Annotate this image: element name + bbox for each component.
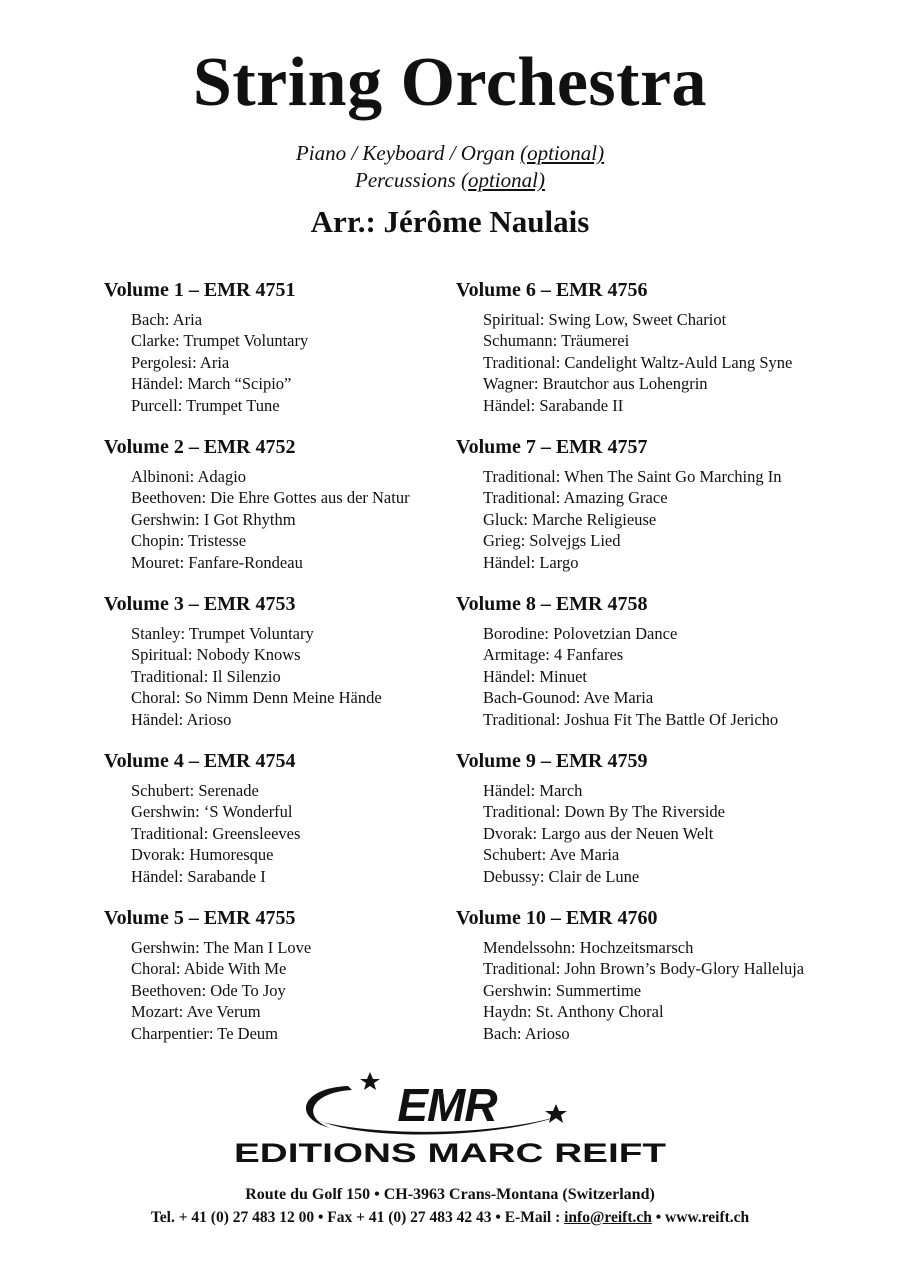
subtitle-instruments: [0, 143, 900, 164]
volume-items: [104, 466, 444, 573]
star-icon: [360, 1072, 380, 1090]
volume-item: Beethoven: Ode To Joy: [131, 980, 286, 1000]
volume-items: [104, 937, 444, 1044]
volume-item: Mozart: Ave Verum: [131, 1002, 261, 1022]
volume-item: Spiritual: Nobody Knows: [131, 645, 301, 665]
volume-items: [456, 466, 876, 573]
volume-item: Traditional: Greensleeves: [131, 823, 301, 843]
volume-title: Volume 2 – EMR 4752: [104, 436, 296, 458]
volume-title: Volume 10 – EMR 4760: [456, 907, 658, 929]
volume-item: Traditional: Joshua Fit The Battle Of Jericho: [483, 709, 779, 729]
star-icon: [545, 1104, 567, 1123]
footer-contact: [0, 1210, 900, 1226]
volume-5: [104, 907, 444, 1064]
volume-item: Traditional: When The Saint Go Marching In: [483, 467, 782, 486]
email-link[interactable]: info@reift.ch: [564, 1209, 652, 1226]
volume-item: Schumann: Träumerei: [483, 331, 630, 351]
volume-item: Gershwin: ‘S Wonderful: [131, 802, 293, 822]
volume-item: Bach-Gounod: Ave Maria: [483, 688, 654, 708]
volume-item: Traditional: Il Silenzio: [131, 666, 281, 686]
logo-name: EDITIONS MARC REIFT: [234, 1138, 667, 1166]
volume-item: Mendelssohn: Hochzeitsmarsch: [483, 938, 694, 957]
volume-item: Choral: So Nimm Denn Meine Hände: [131, 688, 382, 708]
volume-item: Händel: March “Scipio”: [131, 374, 292, 394]
volume-item: Stanley: Trumpet Voluntary: [131, 624, 314, 643]
volume-column-left: [104, 279, 444, 1064]
volume-items: [104, 309, 444, 416]
volume-item: Traditional: John Brown’s Body-Glory Halleluja: [483, 959, 805, 979]
volume-item: Chopin: Tristesse: [131, 531, 247, 551]
volume-item: Händel: March: [483, 781, 583, 800]
volume-item: Borodine: Polovetzian Dance: [483, 624, 678, 643]
volume-item: Gershwin: The Man I Love: [131, 938, 312, 957]
volume-title: Volume 7 – EMR 4757: [456, 436, 648, 458]
volume-item: Gluck: Marche Religieuse: [483, 509, 657, 529]
volume-8: [456, 593, 876, 750]
volume-column-right: [456, 279, 876, 1064]
volume-2: [104, 436, 444, 593]
footer-contact-suffix: • www.reift.ch: [651, 1209, 750, 1226]
volume-items: [456, 309, 876, 416]
volume-item: Haydn: St. Anthony Choral: [483, 1002, 664, 1022]
volume-item: Grieg: Solvejgs Lied: [483, 531, 621, 551]
volume-9: [456, 750, 876, 907]
volume-title: Volume 5 – EMR 4755: [104, 907, 296, 929]
volume-item: Bach: Aria: [131, 310, 203, 329]
volume-item: Schubert: Serenade: [131, 781, 259, 800]
page-title: String Orchestra: [192, 44, 708, 121]
volume-item: Dvorak: Largo aus der Neuen Welt: [483, 823, 714, 843]
volume-title: Volume 8 – EMR 4758: [456, 593, 648, 615]
logo-mark: EMR: [397, 1079, 497, 1131]
volume-item: Armitage: 4 Fanfares: [483, 645, 624, 665]
volume-3: [104, 593, 444, 750]
volume-items: [104, 623, 444, 730]
volume-item: Händel: Largo: [483, 552, 579, 572]
arranger: Arr.: Jérôme Naulais: [310, 204, 590, 239]
volume-title: Volume 9 – EMR 4759: [456, 750, 648, 772]
volume-4: [104, 750, 444, 907]
volume-item: Händel: Sarabande II: [483, 395, 624, 415]
volume-item: Bach: Arioso: [483, 1023, 570, 1043]
volume-item: Gershwin: I Got Rhythm: [131, 509, 296, 529]
volume-item: Wagner: Brautchor aus Lohengrin: [483, 374, 708, 394]
volume-item: Händel: Minuet: [483, 666, 588, 686]
volume-item: Clarke: Trumpet Voluntary: [131, 331, 309, 351]
volume-item: Pergolesi: Aria: [131, 352, 230, 372]
volume-title: Volume 4 – EMR 4754: [104, 750, 296, 772]
volume-item: Schubert: Ave Maria: [483, 845, 620, 865]
volume-7: [456, 436, 876, 593]
volume-item: Spiritual: Swing Low, Sweet Chariot: [483, 310, 727, 329]
volume-item: Purcell: Trumpet Tune: [131, 395, 280, 415]
volume-item: Traditional: Down By The Riverside: [483, 802, 725, 822]
volume-item: Gershwin: Summertime: [483, 980, 642, 1000]
volume-title: Volume 6 – EMR 4756: [456, 279, 648, 301]
subtitle-percussions-text: Percussions: [355, 168, 461, 192]
logo-swoosh: [306, 1086, 352, 1128]
volume-10: [456, 907, 876, 1064]
volume-6: [456, 279, 876, 436]
volume-item: Albinoni: Adagio: [131, 467, 247, 486]
volume-1: [104, 279, 444, 436]
volume-item: Händel: Arioso: [131, 709, 232, 729]
footer-address: Route du Golf 150 • CH-3963 Crans-Montana (Switzerland): [245, 1186, 655, 1203]
emr-logo: [230, 1066, 670, 1166]
volume-title: Volume 1 – EMR 4751: [104, 279, 296, 301]
volume-item: Mouret: Fanfare-Rondeau: [131, 552, 303, 572]
subtitle-percussions: [0, 170, 900, 191]
volume-item: Debussy: Clair de Lune: [483, 866, 640, 886]
volume-item: Traditional: Candelight Waltz-Auld Lang Syne: [483, 352, 793, 372]
volume-item: Charpentier: Te Deum: [131, 1023, 278, 1043]
volume-items: [104, 780, 444, 887]
volume-items: [456, 780, 876, 887]
subtitle-instruments-text: Piano / Keyboard / Organ: [295, 141, 521, 165]
volume-item: Beethoven: Die Ehre Gottes aus der Natur: [131, 488, 410, 508]
footer-contact-prefix: Tel. + 41 (0) 27 483 12 00 • Fax + 41 (0) 27 483 42 43 • E-Mail :: [150, 1209, 565, 1226]
volume-item: Dvorak: Humoresque: [131, 845, 274, 865]
volume-title: Volume 3 – EMR 4753: [104, 593, 296, 615]
volume-item: Traditional: Amazing Grace: [483, 488, 668, 508]
volume-items: [456, 937, 876, 1044]
volume-item: Choral: Abide With Me: [131, 959, 287, 979]
subtitle-instruments-optional: (optional): [520, 141, 605, 165]
subtitle-percussions-optional: (optional): [460, 168, 545, 192]
volume-items: [456, 623, 876, 730]
volume-item: Händel: Sarabande I: [131, 866, 266, 886]
